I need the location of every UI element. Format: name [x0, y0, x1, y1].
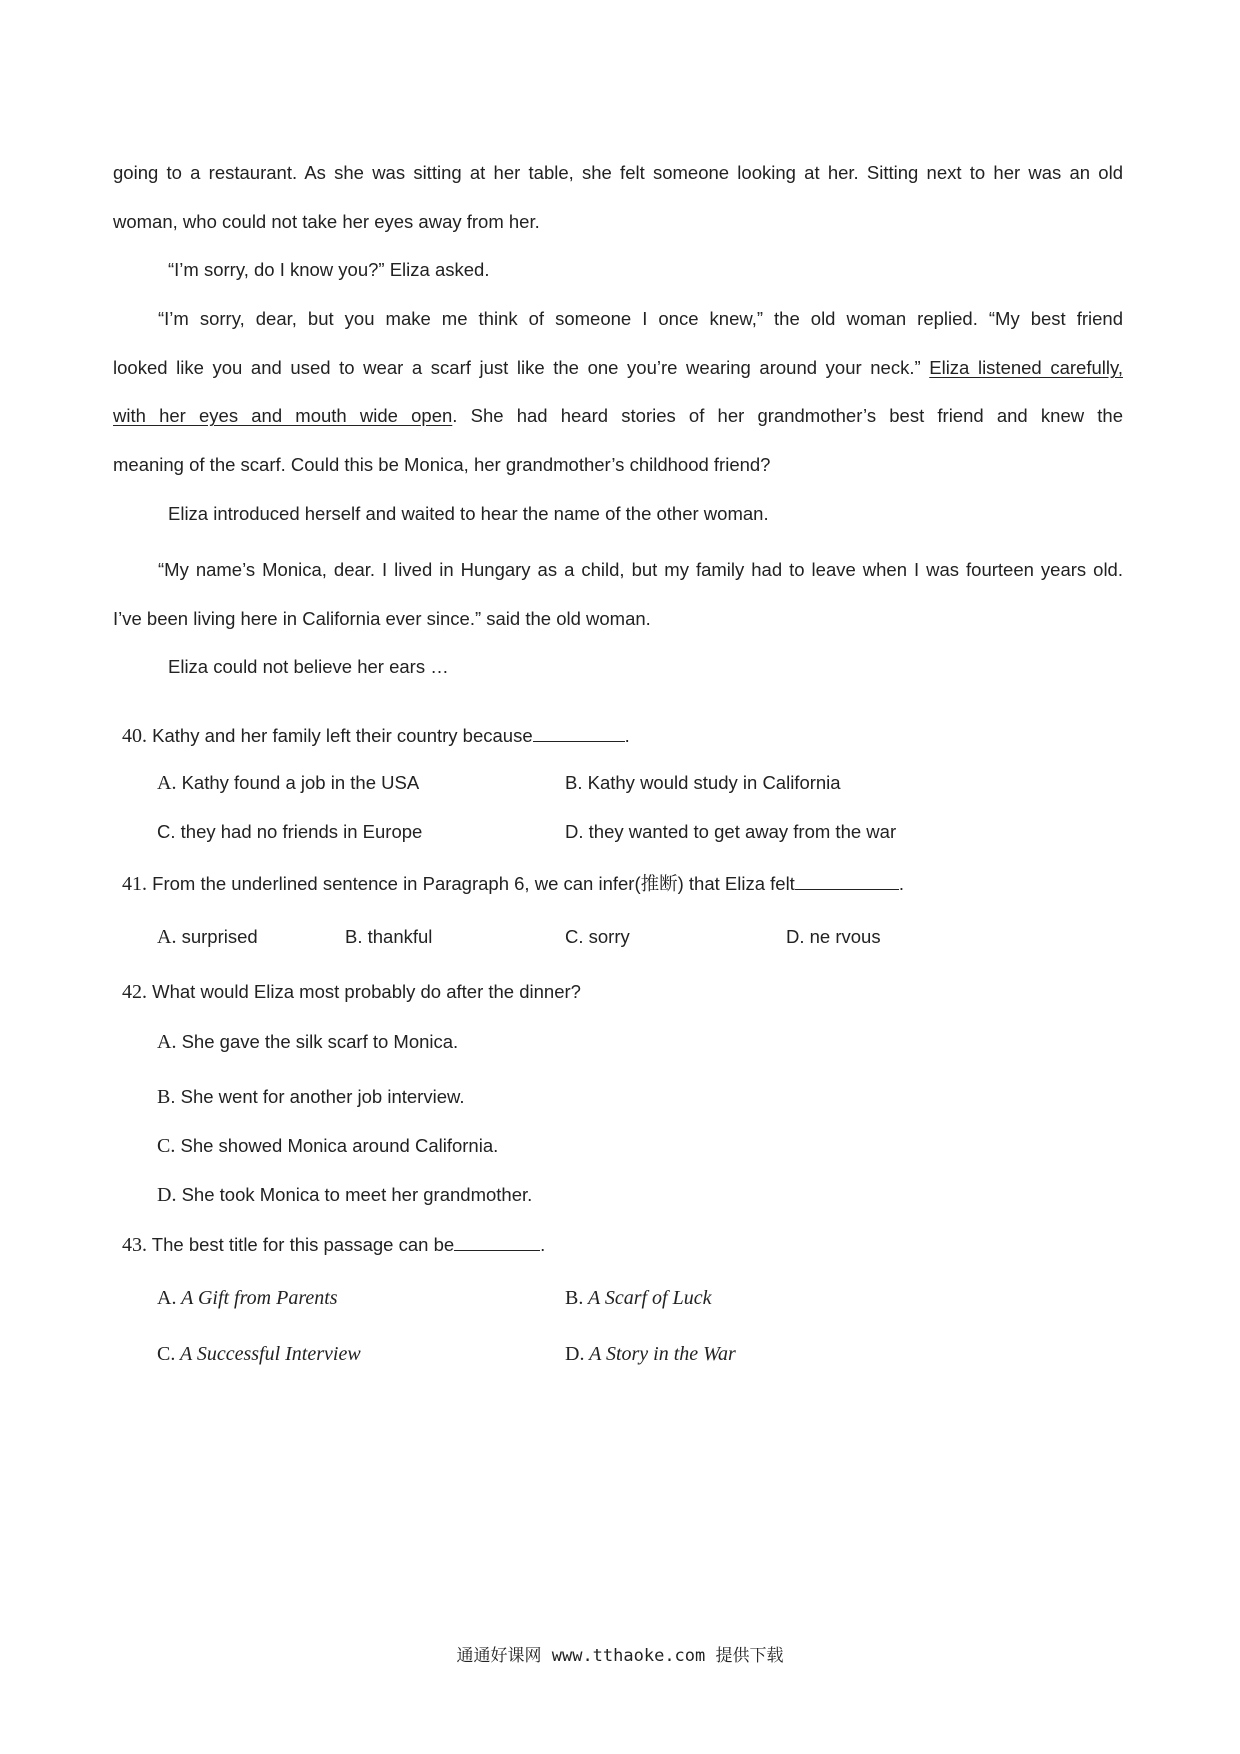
option-letter: A. [157, 1287, 177, 1309]
question-text: From the underlined sentence in Paragraph 6, we can infer(推断) that Eliza felt [147, 873, 795, 894]
passage-line-2: woman, who could not take her eyes away from her. [113, 211, 540, 232]
question-number: 43. [122, 1234, 147, 1256]
page-footer: 通通好课网 www.tthaoke.com 提供下载 [456, 1646, 784, 1666]
option-text: . She went for another job interview. [170, 1086, 465, 1107]
passage-line-1: going to a restaurant. As she was sitting at her table, she felt someone looking at her. Sitting next to her was an old [113, 162, 1123, 183]
question-40-option-b: B. Kathy would study in California [565, 772, 841, 793]
question-41-option-c: C. sorry [565, 926, 630, 947]
question-42-option-d [157, 1183, 532, 1207]
passage-line-3: “I’m sorry, do I know you?” Eliza asked. [168, 259, 490, 280]
question-42-option-b [157, 1085, 464, 1109]
passage-text: looked like you and used to wear a scarf just like the one you’re wearing around your neck.” [113, 357, 930, 378]
option-letter: C. [157, 1343, 176, 1365]
option-text: A Successful Interview [175, 1343, 361, 1365]
question-number: 41. [122, 873, 147, 895]
question-end: . [898, 873, 904, 894]
answer-blank [454, 1232, 540, 1251]
question-number: 40. [122, 725, 147, 747]
option-text: surprised [176, 926, 258, 947]
option-letter: C. [157, 1135, 176, 1157]
question-40-option-a [157, 771, 419, 795]
option-text: She gave the silk scarf to Monica. [176, 1031, 459, 1052]
option-text: A Story in the War [584, 1343, 736, 1365]
question-text: Kathy and her family left their country because [147, 725, 533, 746]
passage-line-8: Eliza introduced herself and waited to hear the name of the other woman. [168, 503, 769, 524]
option-text: Kathy found a job in the USA [176, 772, 420, 793]
question-text: The best title for this passage can be [147, 1234, 455, 1255]
question-40-option-d: D. they wanted to get away from the war [565, 821, 897, 842]
passage-line-6 [113, 404, 1123, 428]
option-letter: B [157, 1086, 171, 1108]
question-end: . [540, 1234, 546, 1255]
underlined-sentence-part-2: with her eyes and mouth wide open [113, 405, 453, 426]
question-number: 42. [122, 981, 147, 1003]
option-text: She took Monica to meet her grandmother. [176, 1184, 533, 1205]
question-43-option-c [157, 1342, 361, 1366]
question-42-option-c [157, 1134, 498, 1158]
passage-line-9: “My name’s Monica, dear. I lived in Hungary as a child, but my family had to leave when I was fourteen years old. [158, 559, 1123, 580]
question-41-option-d: D. ne rvous [786, 926, 881, 947]
question-42-option-a [157, 1030, 458, 1054]
question-end: . [624, 725, 630, 746]
passage-line-5 [113, 356, 1123, 380]
option-letter: B. [565, 1287, 584, 1309]
option-text: A Scarf of Luck [583, 1287, 712, 1309]
question-40-option-c: C. they had no friends in Europe [157, 821, 423, 842]
underlined-sentence-part-1: Eliza listened carefully, [929, 357, 1123, 378]
question-41-option-a [157, 925, 258, 949]
question-43-option-a [157, 1286, 338, 1310]
question-42-stem [122, 980, 581, 1004]
option-letter: A. [157, 926, 177, 948]
question-40-stem [122, 723, 630, 748]
passage-line-4: “I’m sorry, dear, but you make me think of someone I once knew,” the old woman replied. “My best friend [158, 308, 1123, 329]
question-text: What would Eliza most probably do after the dinner? [147, 981, 581, 1002]
passage-line-11: Eliza could not believe her ears … [168, 656, 449, 677]
question-41-option-b: B. thankful [345, 926, 433, 947]
option-letter: D. [157, 1184, 177, 1206]
answer-blank [533, 723, 625, 742]
option-text: A Gift from Parents [176, 1287, 338, 1309]
question-43-stem [122, 1232, 545, 1257]
passage-line-7: meaning of the scarf. Could this be Monica, her grandmother’s childhood friend? [113, 454, 771, 475]
passage-line-10: I’ve been living here in California ever since.” said the old woman. [113, 608, 651, 629]
option-letter: A. [157, 1031, 177, 1053]
passage-text: . She had heard stories of her grandmother’s best friend and knew the [452, 405, 1123, 426]
option-letter: A. [157, 772, 177, 794]
option-text: She showed Monica around California. [175, 1135, 499, 1156]
answer-blank [795, 871, 899, 890]
option-letter: D. [565, 1343, 585, 1365]
question-43-option-b [565, 1286, 712, 1310]
question-41-stem [122, 871, 904, 896]
question-43-option-d [565, 1342, 736, 1366]
